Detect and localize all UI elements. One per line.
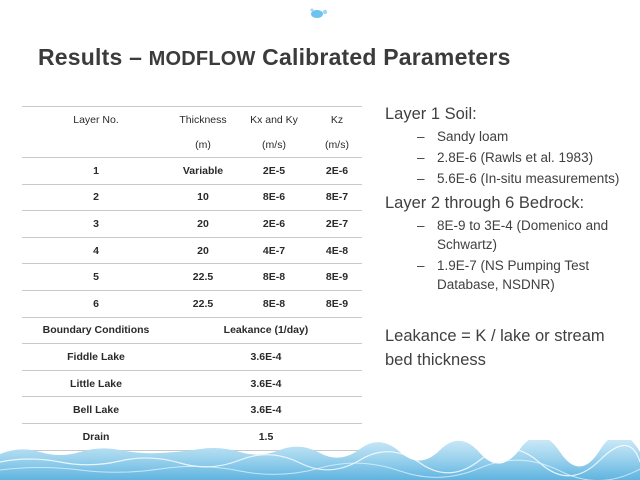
list-item-text: 5.6E-6 (In-situ measurements): [437, 171, 620, 186]
list-item: [417, 148, 635, 167]
list-item: [417, 169, 635, 188]
table-row: [22, 344, 362, 371]
table-cell: 20: [170, 211, 236, 238]
column-unit: (m/s): [236, 132, 312, 158]
table-cell: 4E-8: [312, 237, 362, 264]
layer1-list: [385, 127, 635, 188]
boundary-leakance: 1.5: [170, 423, 362, 450]
boundary-header-label: Boundary Conditions: [22, 317, 170, 344]
boundary-header-row: [22, 317, 362, 344]
table-row: [22, 184, 362, 211]
table-cell: 2: [22, 184, 170, 211]
table-row: [22, 290, 362, 317]
table-cell: 2E-6: [312, 158, 362, 185]
list-item: [417, 216, 635, 254]
dash-bullet: –: [417, 150, 425, 165]
table-cell: 4E-7: [236, 237, 312, 264]
table-row: [22, 237, 362, 264]
table-cell: 10: [170, 184, 236, 211]
table-row: [22, 264, 362, 291]
dash-bullet: –: [417, 129, 425, 144]
table-cell: 8E-9: [312, 290, 362, 317]
table-cell: 8E-7: [312, 184, 362, 211]
boundary-name: Little Lake: [22, 370, 170, 397]
title-rest: Calibrated Parameters: [255, 44, 511, 70]
slide-title: [38, 44, 618, 71]
list-item-text: 1.9E-7 (NS Pumping Test Database, NSDNR): [437, 258, 590, 292]
list-item: [417, 127, 635, 146]
table-cell: 8E-8: [236, 264, 312, 291]
notes-panel: [385, 103, 635, 372]
boundary-leakance: 3.6E-4: [170, 370, 362, 397]
column-header: Layer No.: [22, 107, 170, 133]
table-cell: 20: [170, 237, 236, 264]
column-header: Kx and Ky: [236, 107, 312, 133]
title-main: Results –: [38, 44, 149, 70]
layer1-heading: Layer 1 Soil:: [385, 105, 477, 123]
table-row: [22, 370, 362, 397]
table-cell: 4: [22, 237, 170, 264]
boundary-header-leakance: Leakance (1/day): [170, 317, 362, 344]
boundary-name: Fiddle Lake: [22, 344, 170, 371]
water-drop-logo-icon: [308, 4, 330, 20]
dash-bullet: –: [417, 218, 425, 233]
column-unit: [22, 132, 170, 158]
water-wave-decoration: [0, 440, 640, 480]
table-row: [22, 158, 362, 185]
table-cell: 2E-6: [236, 211, 312, 238]
table-cell: 1: [22, 158, 170, 185]
dash-bullet: –: [417, 171, 425, 186]
table-cell: 22.5: [170, 264, 236, 291]
table-cell: 5: [22, 264, 170, 291]
list-item-text: 8E-9 to 3E-4 (Domenico and Schwartz): [437, 218, 609, 252]
layer2-heading: Layer 2 through 6 Bedrock:: [385, 194, 585, 212]
table-cell: 3: [22, 211, 170, 238]
table-cell: 2E-5: [236, 158, 312, 185]
boundary-leakance: 3.6E-4: [170, 344, 362, 371]
column-unit: (m): [170, 132, 236, 158]
dash-bullet: –: [417, 258, 425, 273]
table-cell: 8E-8: [236, 290, 312, 317]
title-modflow: MODFLOW: [148, 48, 256, 70]
boundary-name: Bell Lake: [22, 397, 170, 424]
table-cell: 2E-7: [312, 211, 362, 238]
layer2-list: [385, 216, 635, 294]
table-row: [22, 397, 362, 424]
leakance-note: Leakance = K / lake or stream bed thickness: [385, 327, 605, 369]
table-row: [22, 211, 362, 238]
calibrated-parameters-table: [22, 106, 362, 451]
list-item-text: Sandy loam: [437, 129, 509, 144]
table-unit-row: [22, 132, 362, 158]
list-item: [417, 256, 635, 294]
column-header: Thickness: [170, 107, 236, 133]
column-header: Kz: [312, 107, 362, 133]
table-cell: 22.5: [170, 290, 236, 317]
list-item-text: 2.8E-6 (Rawls et al. 1983): [437, 150, 594, 165]
table-header-row: [22, 107, 362, 133]
table-cell: 6: [22, 290, 170, 317]
boundary-leakance: 3.6E-4: [170, 397, 362, 424]
table-cell: 8E-9: [312, 264, 362, 291]
column-unit: (m/s): [312, 132, 362, 158]
table-cell: Variable: [170, 158, 236, 185]
boundary-name: Drain: [22, 423, 170, 450]
table-cell: 8E-6: [236, 184, 312, 211]
